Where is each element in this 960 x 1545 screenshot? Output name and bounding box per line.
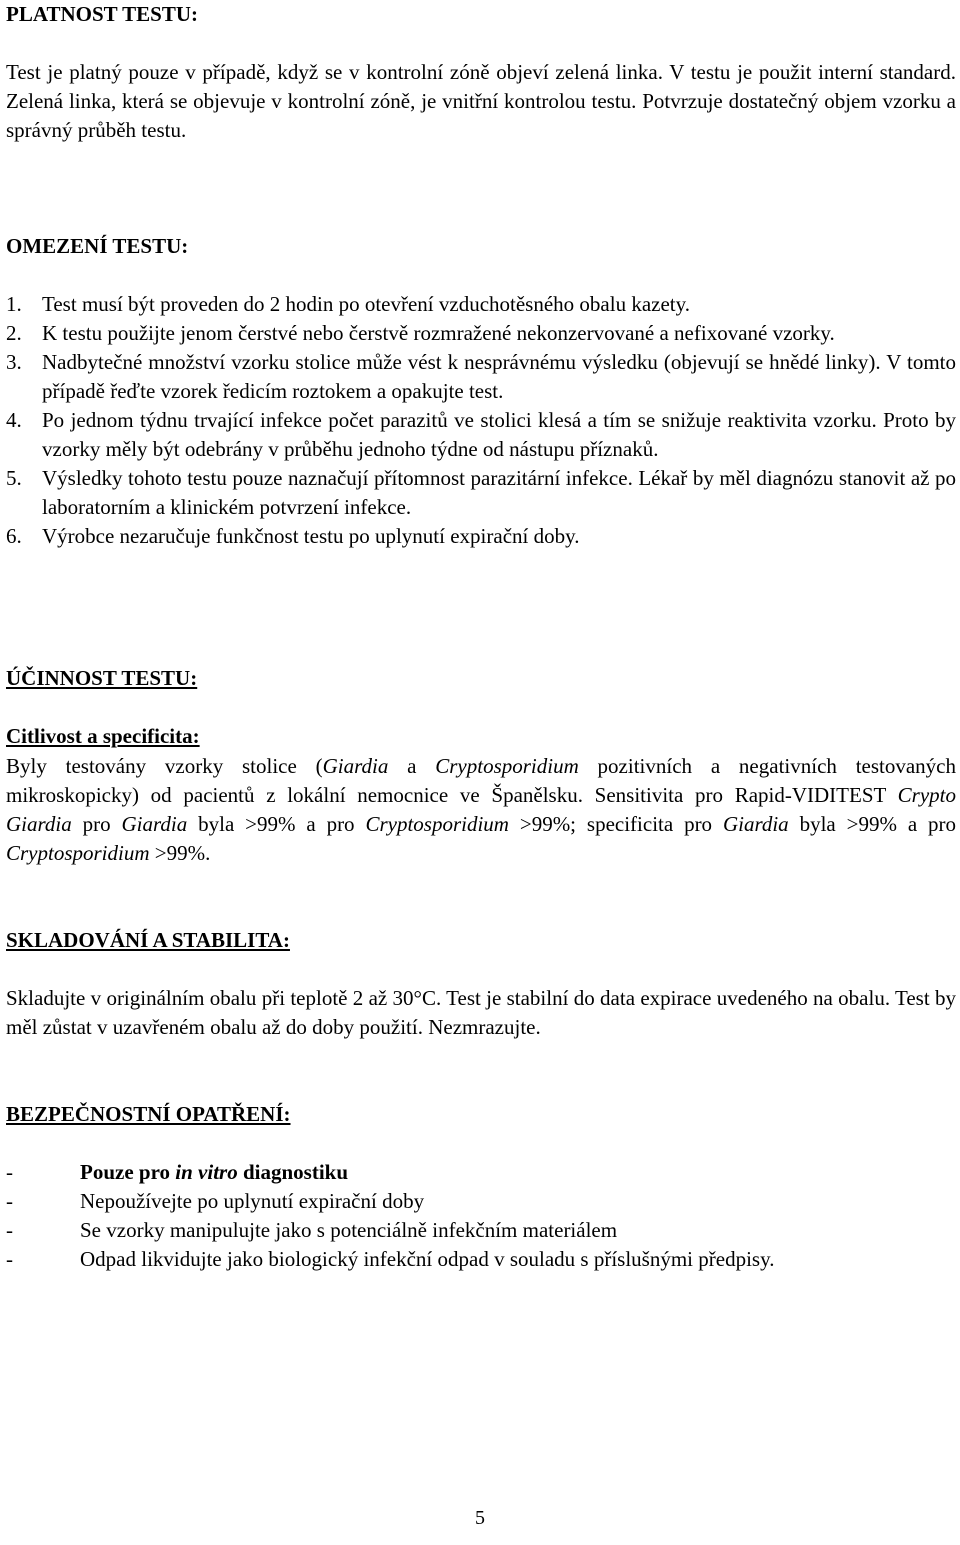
list-item xyxy=(6,290,956,319)
list-item xyxy=(6,464,956,522)
list-number: 2. xyxy=(6,321,22,345)
list-item xyxy=(6,319,956,348)
list-number: 4. xyxy=(6,408,22,432)
list-number: 6. xyxy=(6,524,22,548)
list-number: 3. xyxy=(6,350,22,374)
product-name: Crypto Giardia xyxy=(6,783,956,836)
organism-name: Giardia xyxy=(322,754,389,778)
list-text: Se vzorky manipulujte jako s potenciálně infekčním materiálem xyxy=(80,1218,618,1242)
list-text: Test musí být proveden do 2 hodin po otevření vzduchotěsného obalu kazety. xyxy=(42,292,691,316)
list-number: 1. xyxy=(6,292,22,316)
list-text: Nepoužívejte po uplynutí expirační doby xyxy=(80,1189,425,1213)
list-item xyxy=(6,1245,956,1274)
list-item xyxy=(6,1187,956,1216)
organism-name: Giardia xyxy=(121,812,188,836)
performance-text xyxy=(6,752,956,868)
list-text: Nadbytečné množství vzorku stolice může vést k nesprávnému výsledku (objevují se hnědé linky). V tomto případě řeďte vzorek ředicím roztokem a opakujte test. xyxy=(42,350,956,403)
organism-name: Cryptosporidium xyxy=(6,841,150,865)
list-item xyxy=(6,348,956,406)
performance-heading: ÚČINNOST TESTU: xyxy=(6,666,198,690)
list-text: Odpad likvidujte jako biologický infekční odpad v souladu s příslušnými předpisy. xyxy=(80,1247,775,1271)
text-run: byla >99% a pro xyxy=(187,812,366,836)
list-text: K testu použijte jenom čerstvé nebo čerstvě rozmražené nekonzervované a nefixované vzorky. xyxy=(42,321,835,345)
dash-bullet: - xyxy=(6,1189,13,1213)
list-text: Výsledky tohoto testu pouze naznačují přítomnost parazitární infekce. Lékař by měl diagnózu stanovit až po laboratorním a klinickém potvrzení infekce. xyxy=(42,466,956,519)
list-text xyxy=(80,1158,956,1187)
page-number: 5 xyxy=(475,1507,485,1529)
validity-text: Test je platný pouze v případě, když se v kontrolní zóně objeví zelená linka. V testu je použit interní standard. Zelená linka, která se objevuje v kontrolní zóně, je vnitřní kontrolou testu. Potvrzuje dostatečný objem vzorku a správný průběh testu. xyxy=(6,60,956,142)
dash-bullet: - xyxy=(6,1218,13,1242)
storage-text: Skladujte v originálním obalu při teplotě 2 až 30°C. Test je stabilní do data expirace uvedeného na obalu. Test by měl zůstat v uzavřeném obalu až do doby použití. Nezmrazujte. xyxy=(6,986,956,1039)
list-item xyxy=(6,1158,956,1187)
text-run: a xyxy=(388,754,436,778)
safety-heading: BEZPEČNOSTNÍ OPATŘENÍ: xyxy=(6,1102,291,1126)
list-text: Po jednom týdnu trvající infekce počet parazitů ve stolici klesá a tím se snižuje reaktivita vzorku. Proto by vzorky měly být odebrány v průběhu jednoho týdne od nástupu příznaků. xyxy=(42,408,956,461)
sensitivity-subheading-line xyxy=(6,722,956,751)
organism-name: Giardia xyxy=(722,812,789,836)
text-run: >99%. xyxy=(149,841,211,865)
dash-bullet: - xyxy=(6,1160,13,1184)
list-item xyxy=(6,522,956,551)
list-item xyxy=(6,1216,956,1245)
dash-bullet: - xyxy=(6,1247,13,1271)
organism-name: Cryptosporidium xyxy=(365,812,509,836)
sensitivity-subheading: Citlivost a specificita: xyxy=(6,724,200,748)
text-run: diagnostiku xyxy=(237,1160,349,1184)
text-run: Byly testovány vzorky stolice ( xyxy=(6,754,323,778)
storage-heading: SKLADOVÁNÍ A STABILITA: xyxy=(6,928,290,952)
text-run: >99%; specificita pro xyxy=(508,812,723,836)
list-text: Výrobce nezaručuje funkčnost testu po uplynutí expirační doby. xyxy=(42,524,580,548)
text-run: Pouze pro xyxy=(80,1160,176,1184)
list-number: 5. xyxy=(6,466,22,490)
text-run-italic: in vitro xyxy=(175,1160,238,1184)
document-page xyxy=(6,0,956,1545)
text-run: pro xyxy=(71,812,122,836)
limitations-heading: OMEZENÍ TESTU: xyxy=(6,234,189,258)
text-run: byla >99% a pro xyxy=(788,812,957,836)
limitations-list xyxy=(6,290,956,551)
organism-name: Cryptosporidium xyxy=(435,754,579,778)
text-run: pozitivních a negativních testovaných mikroskopicky) od pacientů z lokální nemocnice ve Španělsku. Sensitivita pro Rapid-VIDITEST xyxy=(6,754,956,807)
list-item xyxy=(6,406,956,464)
validity-heading: PLATNOST TESTU: xyxy=(6,2,198,26)
safety-list xyxy=(6,1158,956,1274)
